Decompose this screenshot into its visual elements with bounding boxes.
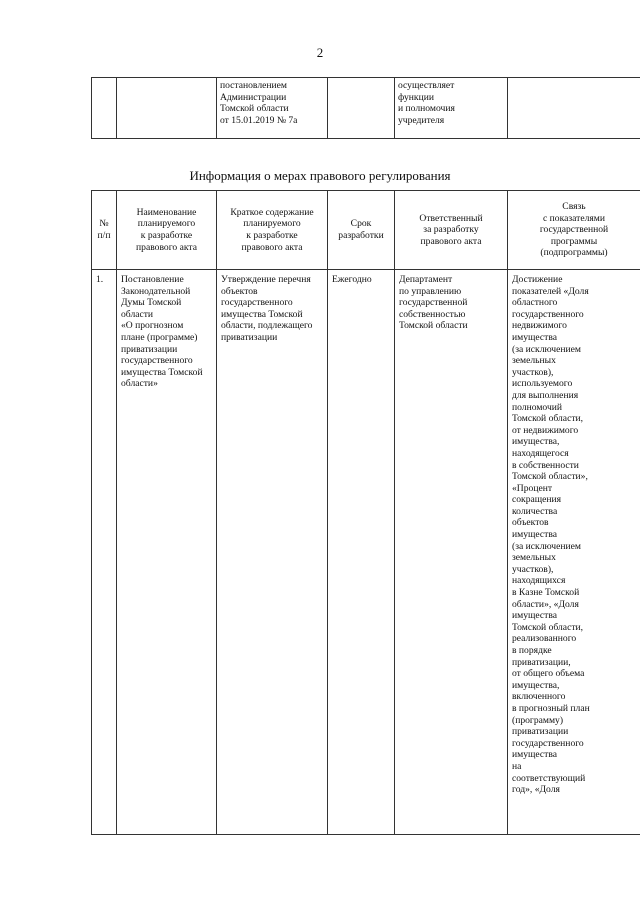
continuation-table — [91, 77, 640, 139]
cell-number: 1. — [92, 270, 117, 835]
header-cell-responsible: Ответственный за разработку правового акта — [395, 191, 508, 270]
cell-content: Утверждение перечня объектов государственного имущества Томской области, подлежащего приватизации — [217, 270, 328, 835]
table-header-row — [92, 191, 640, 270]
table-row — [92, 270, 640, 835]
legal-regulation-table — [91, 190, 640, 835]
header-cell-number: № п/п — [92, 191, 117, 270]
header-cell-term: Срок разработки — [328, 191, 395, 270]
cell-responsible: Департамент по управлению государственной собственностью Томской области — [395, 270, 508, 835]
header-cell-link: Связь с показателями государственной программы (подпрограммы) — [508, 191, 640, 270]
cell-empty — [328, 78, 395, 139]
cell-term: Ежегодно — [328, 270, 395, 835]
cell-empty — [508, 78, 640, 139]
cell-link: Достижение показателей «Доля областного государственного недвижимого имущества (за исключением земельных участков), используемого для выполнения полномочий Томской области, от недвижимого имущества, находящегося в собственности Томской области», «Процент сокращения количества объектов имущества (за исключением земельных участков), находящихся в Казне Томской области», «Доля имущества Томской области, реализованного в порядке приватизации, от общего объема имущества, включенного в прогнозный план (программу) приватизации государственного имущества на соответствующий год», «Доля — [508, 270, 640, 835]
header-cell-content: Краткое содержание планируемого к разработке правового акта — [217, 191, 328, 270]
cell-name: Постановление Законодательной Думы Томской области «О прогнозном плане (программе) приватизации государственного имущества Томской области» — [117, 270, 217, 835]
page-number: 2 — [316, 45, 324, 60]
section-title: Информация о мерах правового регулирования — [189, 168, 451, 183]
cell-empty — [117, 78, 217, 139]
cell-founder-functions: осуществляет функции и полномочия учредителя — [395, 78, 508, 139]
cell-empty — [92, 78, 117, 139]
table-row — [92, 78, 640, 139]
header-cell-name: Наименование планируемого к разработке правового акта — [117, 191, 217, 270]
cell-resolution-ref: постановлением Администрации Томской области от 15.01.2019 № 7а — [217, 78, 328, 139]
